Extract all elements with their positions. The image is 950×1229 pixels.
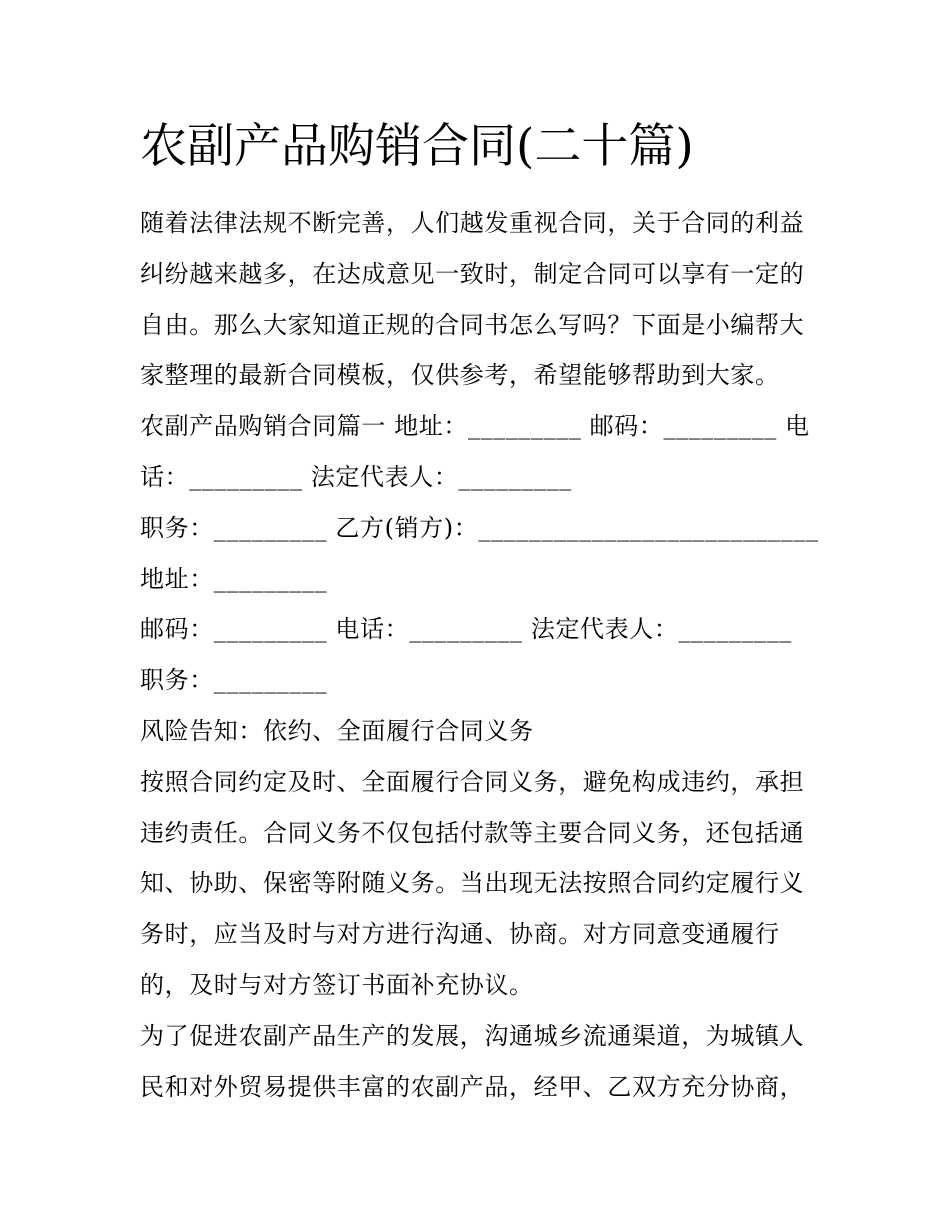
party-b-info-line: 邮码：_________ 电话：_________ 法定代表人：_________ [140, 615, 792, 644]
paragraph-line: 自由。那么大家知道正规的合同书怎么写吗？下面是小编帮大 [140, 310, 805, 339]
paragraph-line: 纠纷越来越多，在达成意见一致时，制定合同可以享有一定的 [140, 259, 805, 288]
document-title: 农副产品购销合同(二十篇) [140, 119, 694, 174]
paragraph-line: 知、协助、保密等附随义务。当出现无法按照合同约定履行义 [140, 869, 805, 898]
paragraph-line: 务时，应当及时与对方进行沟通、协商。对方同意变通履行 [140, 920, 780, 949]
party-b-info-line: 地址：_________ [140, 564, 328, 593]
party-b-info-line: 职务：_________ 乙方(销方)：___________________________ [140, 513, 819, 542]
paragraph-line: 为了促进农副产品生产的发展，沟通城乡流通渠道，为城镇人 [140, 1021, 805, 1050]
party-a-info-line: 农副产品购销合同篇一 地址：_________ 邮码：_________ 电 [140, 412, 810, 441]
paragraph-line: 家整理的最新合同模板，仅供参考，希望能够帮助到大家。 [140, 361, 780, 390]
risk-notice-heading: 风险告知：依约、全面履行合同义务 [140, 716, 534, 745]
document-body [140, 198, 820, 1112]
party-b-info-line: 职务：_________ [140, 666, 328, 695]
paragraph-line: 按照合同约定及时、全面履行合同义务，避免构成违约，承担 [140, 767, 805, 796]
paragraph-line: 违约责任。合同义务不仅包括付款等主要合同义务，还包括通 [140, 818, 805, 847]
paragraph-line: 的，及时与对方签订书面补充协议。 [140, 970, 534, 999]
paragraph-line: 随着法律法规不断完善，人们越发重视合同，关于合同的利益 [140, 209, 805, 237]
paragraph-line: 民和对外贸易提供丰富的农副产品，经甲、乙双方充分协商， [140, 1072, 805, 1101]
party-a-info-line: 话：_________ 法定代表人：_________ [140, 462, 572, 491]
